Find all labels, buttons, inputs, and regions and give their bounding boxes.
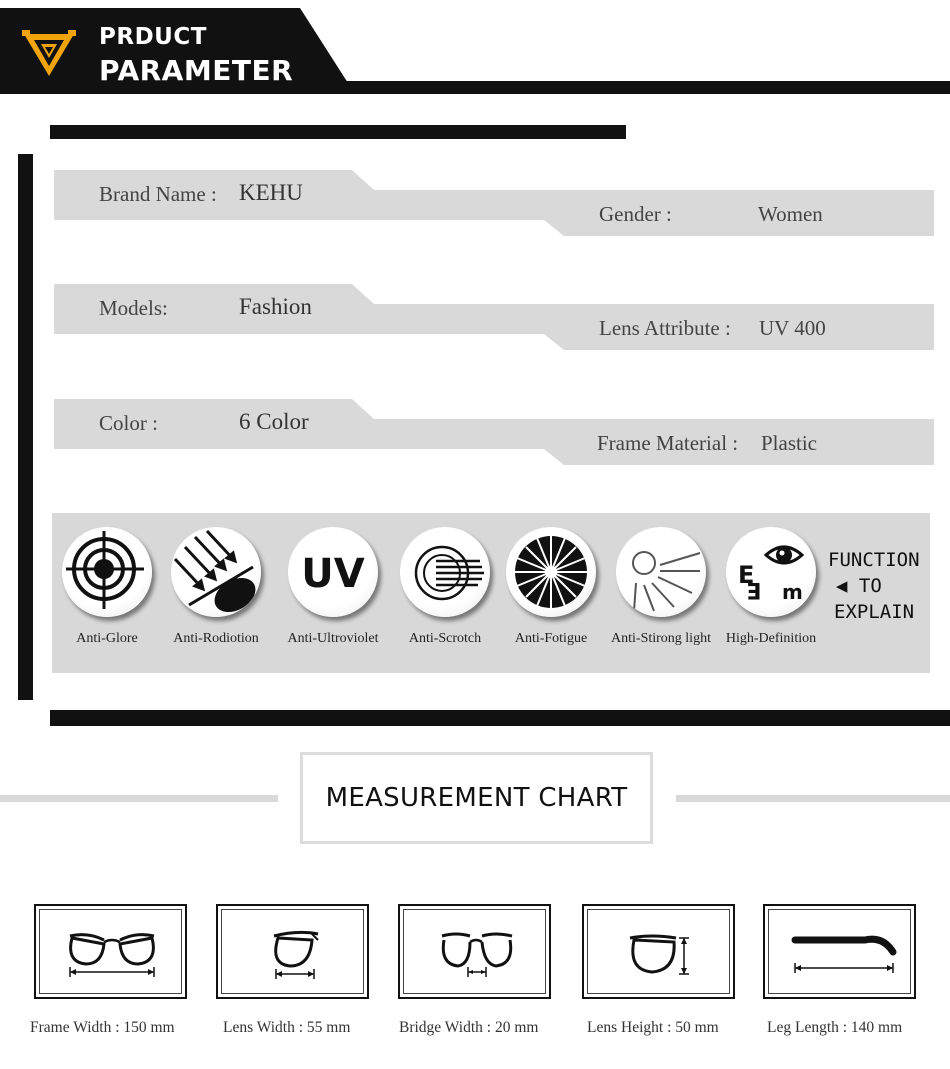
feature-label: High-Definition: [725, 631, 817, 646]
param-value: KEHU: [239, 180, 303, 205]
param-label: Color :: [99, 411, 158, 435]
param-value: 6 Color: [239, 409, 309, 434]
bridge-width-label: Bridge Width : 20 mm: [399, 1019, 539, 1036]
param-value: UV 400: [759, 316, 826, 340]
svg-text:UV: UV: [301, 551, 365, 597]
feature-anti-scratch: [390, 527, 500, 647]
leg-length-icon: [763, 904, 916, 999]
svg-text:E: E: [738, 561, 755, 589]
decor-bar-top: [50, 125, 626, 139]
measurement-title: MEASUREMENT CHART: [325, 783, 628, 813]
param-value: Plastic: [761, 431, 817, 455]
feature-high-definition: [716, 527, 826, 647]
frame-width-icon: [34, 904, 187, 999]
features-panel: [52, 513, 930, 673]
divider-left: [0, 795, 278, 802]
param-label: Models:: [99, 296, 168, 320]
leg-length-label: Leg Length : 140 mm: [767, 1019, 903, 1036]
sunburst-icon: [506, 527, 596, 617]
feature-anti-radiation: [161, 527, 271, 647]
function-note-line2-row: [828, 573, 928, 599]
function-note: [828, 547, 928, 625]
feature-label: Anti-Ultroviolet: [287, 631, 379, 646]
feature-anti-ultraviolet: [278, 527, 388, 647]
feature-label: Anti-Fotigue: [514, 631, 588, 646]
feature-anti-glare: [52, 527, 162, 647]
decor-bar-bottom: [50, 710, 950, 726]
param-row-color: [54, 399, 934, 467]
gold-triangle-logo-icon: [22, 28, 76, 78]
param-row-brand: [54, 170, 934, 238]
function-note-line3: EXPLAIN: [834, 601, 915, 623]
strong-light-icon: [616, 527, 706, 617]
param-value: Women: [758, 202, 823, 226]
lens-width-label: Lens Width : 55 mm: [223, 1019, 351, 1036]
eye-chart-icon: [726, 527, 816, 617]
lens-height-label: Lens Height : 50 mm: [587, 1019, 719, 1036]
scratch-lens-icon: [400, 527, 490, 617]
measurement-title-box: [300, 752, 653, 844]
svg-text:m: m: [782, 580, 803, 604]
header-title-big: PARAMETER: [99, 54, 294, 87]
param-value: Fashion: [239, 294, 312, 319]
param-label: Lens Attribute :: [599, 316, 731, 340]
function-note-line2: TO: [858, 575, 882, 597]
lens-width-icon: [216, 904, 369, 999]
radiation-arrows-icon: [171, 527, 261, 617]
feature-label: Anti-Rodiotion: [173, 631, 259, 646]
param-label: Brand Name :: [99, 182, 217, 206]
feature-label: Anti-Glore: [76, 631, 138, 646]
divider-right: [676, 795, 950, 802]
param-row-models: [54, 284, 934, 352]
header-title-small: PRDUCT: [99, 24, 207, 50]
feature-anti-strong-light: [606, 527, 716, 647]
bridge-width-icon: [398, 904, 551, 999]
uv-icon: [288, 527, 378, 617]
svg-text:E: E: [746, 577, 762, 602]
header-underline: [300, 81, 950, 94]
decor-bar-left: [18, 154, 33, 700]
frame-width-label: Frame Width : 150 mm: [30, 1019, 175, 1036]
function-note-line1: FUNCTION: [828, 549, 920, 571]
lens-height-icon: [582, 904, 735, 999]
crosshair-icon: [62, 527, 152, 617]
param-label: Frame Material :: [597, 431, 739, 455]
feature-label: Anti-Scrotch: [408, 631, 482, 646]
param-label: Gender :: [599, 202, 672, 226]
feature-anti-fatigue: [496, 527, 606, 647]
left-arrow-icon: ◀: [836, 575, 848, 597]
feature-label: Anti-Stirong light: [611, 631, 711, 646]
page-header: [0, 0, 950, 96]
